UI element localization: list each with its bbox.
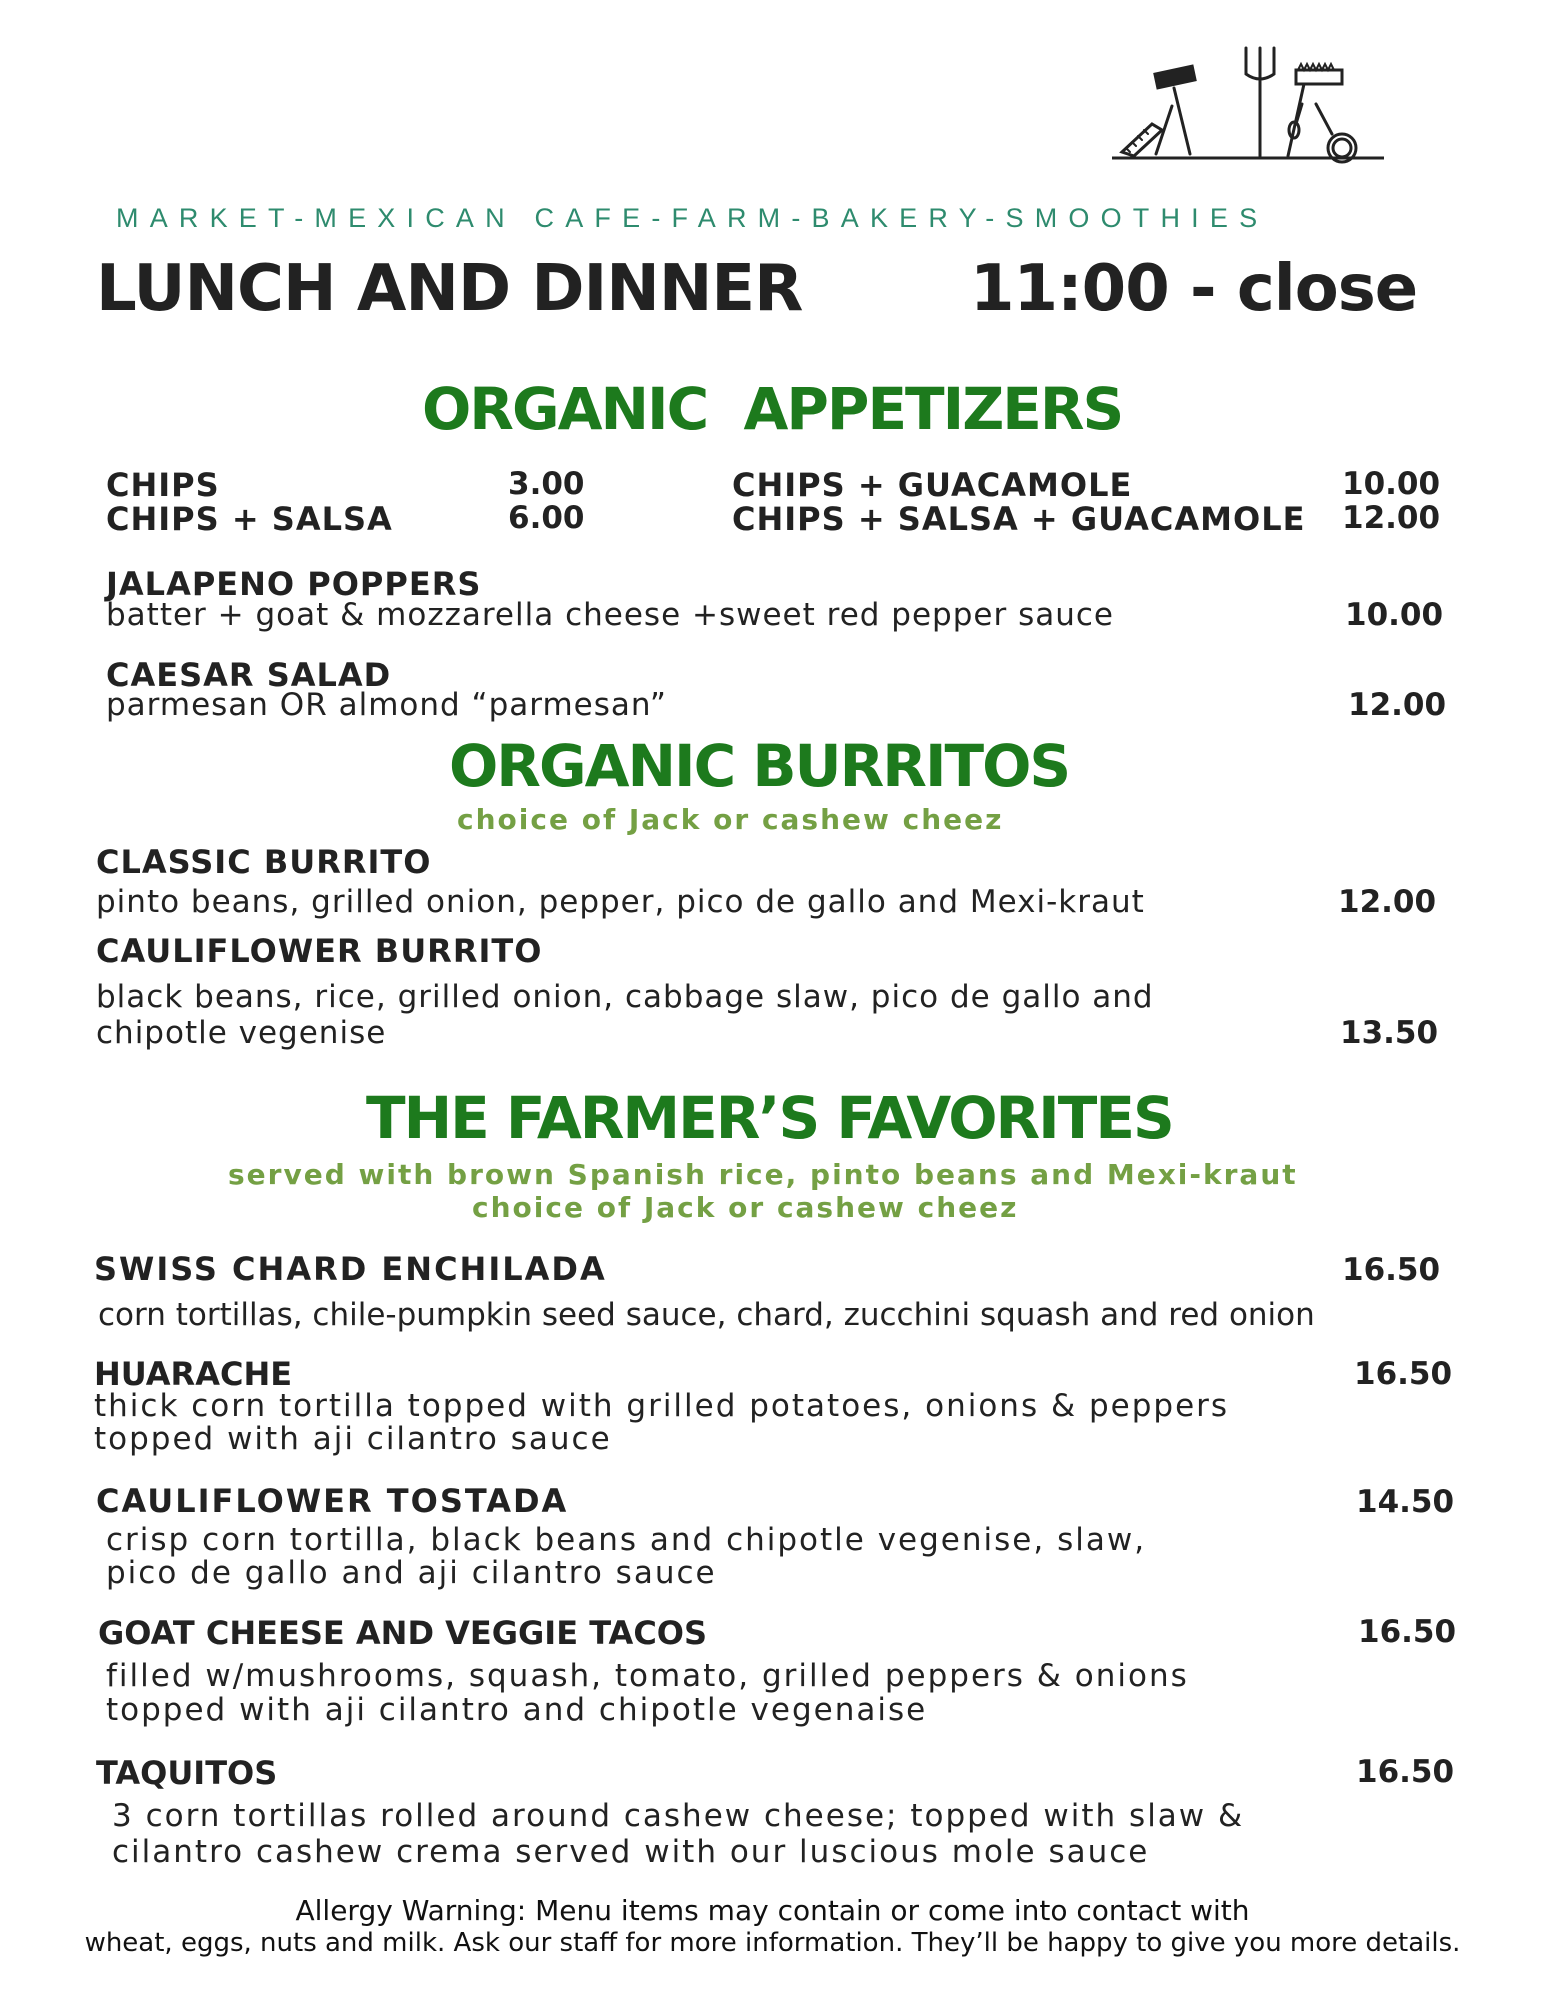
tostada-price: 14.50 [1356, 1484, 1455, 1520]
allergy-warning-line-1: Allergy Warning: Menu items may contain or come into contact with [295, 1894, 1250, 1927]
tacos-price: 16.50 [1358, 1614, 1457, 1650]
enchilada-desc: corn tortillas, chile-pumpkin seed sauce, chard, zucchini squash and red onion [98, 1297, 1315, 1333]
classic-burrito-desc: pinto beans, grilled onion, pepper, pico de gallo and Mexi-kraut [96, 884, 1145, 920]
taquitos-desc-2: cilantro cashew crema served with our luscious mole sauce [112, 1834, 1150, 1870]
appetizers-heading: ORGANIC APPETIZERS [422, 375, 1123, 443]
hours: 11:00 - close [970, 252, 1418, 326]
huarache-desc-2: topped with aji cilantro sauce [94, 1421, 612, 1457]
caesar-desc: parmesan OR almond “parmesan” [106, 687, 667, 723]
tostada-name: CAULIFLOWER TOSTADA [96, 1482, 569, 1520]
taquitos-name: TAQUITOS [96, 1754, 278, 1792]
huarache-name: HUARACHE [94, 1355, 293, 1393]
classic-burrito-name: CLASSIC BURRITO [96, 843, 432, 881]
poppers-name: JALAPENO POPPERS [106, 565, 482, 603]
chips-salsa-guac-price: 12.00 [1342, 500, 1441, 536]
favorites-heading: THE FARMER’S FAVORITES [366, 1084, 1173, 1152]
chips-guac-name: CHIPS + GUACAMOLE [732, 466, 1133, 504]
garden-tools-icon [1112, 44, 1384, 164]
caesar-name: CAESAR SALAD [106, 656, 392, 694]
favorites-subheading-2: choice of Jack or cashew cheez [472, 1191, 1019, 1224]
cauliflower-burrito-name: CAULIFLOWER BURRITO [96, 932, 543, 970]
cauliflower-burrito-price: 13.50 [1340, 1015, 1439, 1051]
burritos-heading: ORGANIC BURRITOS [449, 732, 1070, 800]
classic-burrito-price: 12.00 [1338, 884, 1437, 920]
allergy-warning-line-2: wheat, eggs, nuts and milk. Ask our staff for more information. They’ll be happy to give you more details. [84, 1928, 1461, 1958]
taquitos-price: 16.50 [1356, 1754, 1455, 1790]
cauliflower-burrito-desc-1: black beans, rice, grilled onion, cabbage slaw, pico de gallo and [96, 979, 1154, 1015]
huarache-desc-1: thick corn tortilla topped with grilled potatoes, onions & peppers [94, 1388, 1230, 1424]
taquitos-desc-1: 3 corn tortillas rolled around cashew cheese; topped with slaw & [112, 1798, 1245, 1834]
chips-salsa-price: 6.00 [508, 500, 585, 536]
tagline: MARKET-MEXICAN CAFE-FARM-BAKERY-SMOOTHIES [116, 203, 1269, 233]
poppers-price: 10.00 [1345, 597, 1444, 633]
tostada-desc-1: crisp corn tortilla, black beans and chipotle vegenise, slaw, [106, 1522, 1147, 1558]
tacos-name: GOAT CHEESE AND VEGGIE TACOS [98, 1614, 708, 1652]
cauliflower-burrito-desc-2: chipotle vegenise [96, 1015, 387, 1051]
favorites-subheading-1: served with brown Spanish rice, pinto beans and Mexi-kraut [228, 1158, 1298, 1191]
chips-guac-price: 10.00 [1342, 466, 1441, 502]
tacos-desc-1: filled w/mushrooms, squash, tomato, grilled peppers & onions [106, 1658, 1189, 1694]
burritos-subheading: choice of Jack or cashew cheez [457, 803, 1004, 836]
poppers-desc: batter + goat & mozzarella cheese +sweet red pepper sauce [106, 597, 1114, 633]
huarache-price: 16.50 [1354, 1356, 1453, 1392]
tacos-desc-2: topped with aji cilantro and chipotle vegenaise [106, 1692, 928, 1728]
chips-name: CHIPS [106, 466, 220, 504]
tostada-desc-2: pico de gallo and aji cilantro sauce [106, 1555, 717, 1591]
enchilada-price: 16.50 [1342, 1252, 1441, 1288]
caesar-price: 12.00 [1348, 687, 1447, 723]
chips-price: 3.00 [508, 466, 585, 502]
enchilada-name: SWISS CHARD ENCHILADA [94, 1250, 607, 1288]
menu-title: LUNCH AND DINNER [96, 252, 803, 326]
chips-salsa-guac-name: CHIPS + SALSA + GUACAMOLE [732, 500, 1306, 538]
chips-salsa-name: CHIPS + SALSA [106, 500, 393, 538]
